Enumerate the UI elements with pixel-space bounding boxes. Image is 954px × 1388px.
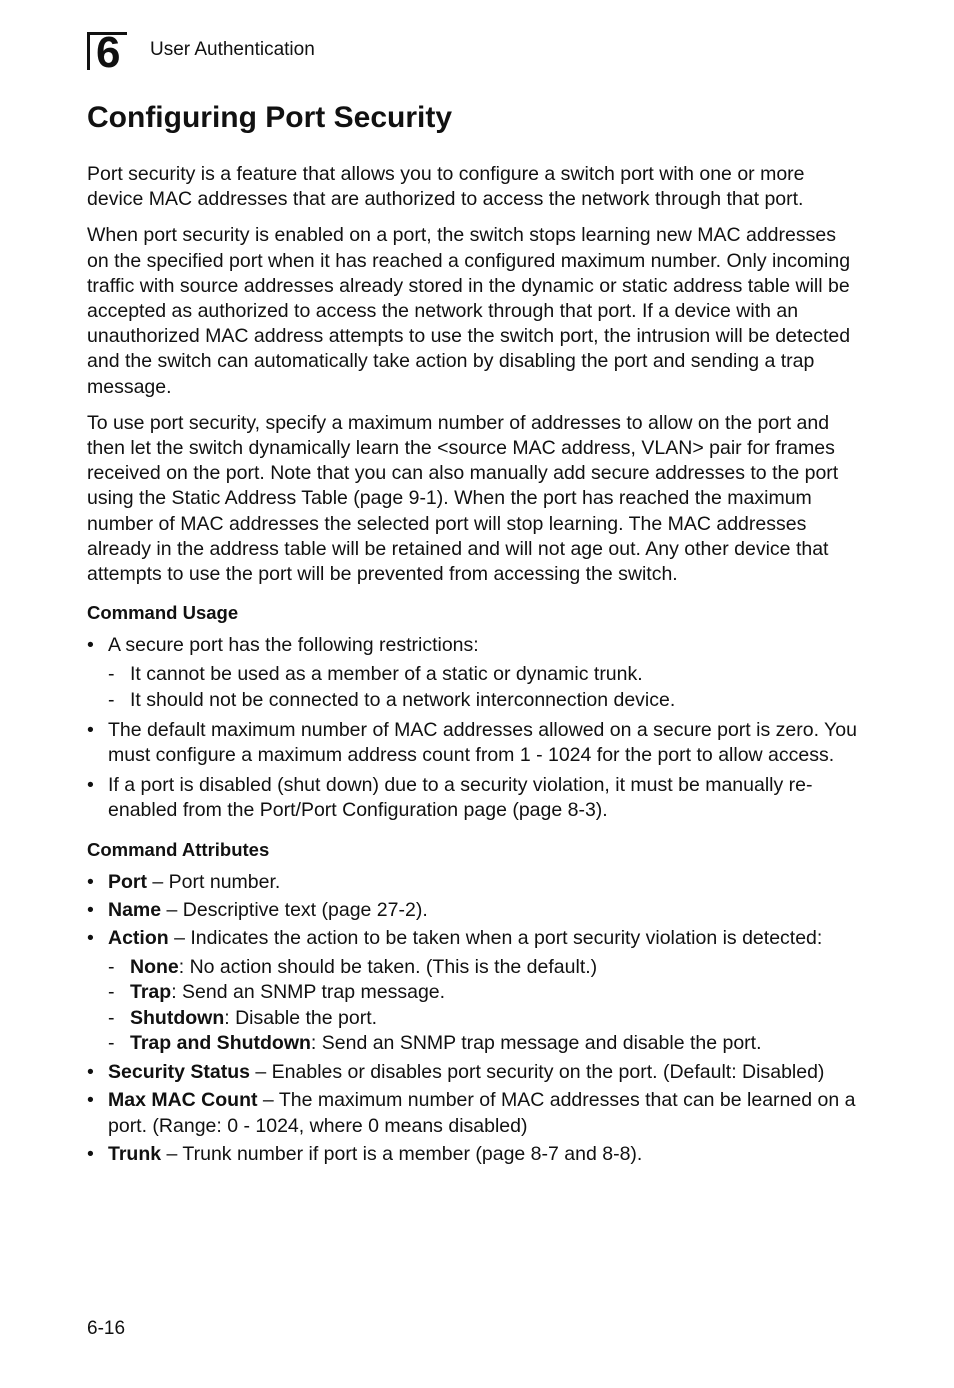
list-item	[87, 898, 857, 923]
option-term: Trap	[130, 981, 172, 1004]
list-item	[108, 955, 857, 980]
list-item	[108, 1031, 857, 1056]
usage-paragraph: To use port security, specify a maximum number of addresses to allow on the port and then let the switch dynamically learn the <source MAC address, VLAN> pair for frames received on the port. Note that you can also manually add secure addresses to the port using the Static Address Table (page 9-1). When the port has reached the maximum number of MAC addresses the selected port will stop learning. The MAC addresses already in the address table will be retained and will not age out. Any other device that attempts to use the port will be prevented from accessing the switch.	[87, 411, 839, 586]
dash-icon: -	[108, 956, 115, 979]
page-content	[87, 96, 857, 1170]
dash-icon: -	[108, 1031, 115, 1054]
list-item	[87, 1060, 857, 1085]
bullet-icon: •	[87, 1089, 94, 1112]
bullet-icon: •	[87, 898, 94, 921]
bullet-icon: •	[87, 774, 94, 797]
option-desc: : No action should be taken. (This is the default.)	[178, 956, 598, 979]
chapter-title: User Authentication	[150, 39, 315, 60]
attr-term: Action	[108, 927, 169, 950]
list-item	[87, 718, 857, 768]
command-usage-heading: Command Usage	[87, 602, 239, 624]
option-desc: : Send an SNMP trap message and disable the port.	[310, 1031, 762, 1054]
list-item	[87, 870, 857, 895]
section-title: Configuring Port Security	[87, 101, 453, 134]
attr-desc: – The maximum number of MAC addresses that can be learned on a port. (Range: 0 - 1024, where 0 means disabled)	[108, 1089, 856, 1137]
bullet-icon: •	[87, 1142, 94, 1165]
chapter-badge	[87, 28, 127, 77]
option-term: None	[130, 956, 179, 979]
bullet-icon: •	[87, 634, 94, 657]
details-paragraph: When port security is enabled on a port, the switch stops learning new MAC addresses on the specified port when it has reached a configured maximum number. Only incoming traffic with source addresses already stored in the dynamic or static address table will be accepted as authorized to access the network through that port. If a device with an unauthorized MAC address attempts to use the switch port, the intrusion will be detected and the switch can automatically take action by disabling the port and sending a trap message.	[87, 224, 851, 398]
list-item	[87, 926, 857, 1056]
option-desc: : Send an SNMP trap message.	[171, 981, 446, 1004]
restriction-list	[108, 662, 857, 712]
list-item	[87, 633, 857, 713]
list-item	[87, 773, 857, 823]
list-item	[108, 980, 857, 1005]
list-item	[108, 688, 857, 713]
attr-desc: – Port number.	[147, 870, 281, 893]
attr-desc: – Trunk number if port is a member (page 8-7 and 8-8).	[161, 1142, 643, 1165]
dash-icon: -	[108, 663, 115, 686]
option-term: Trap and Shutdown	[130, 1031, 311, 1054]
bullet-icon: •	[87, 870, 94, 893]
attr-desc: – Indicates the action to be taken when a port security violation is detected:	[168, 927, 823, 950]
dash-icon: -	[108, 688, 115, 711]
page-header	[87, 28, 887, 77]
chapter-number: 6	[96, 28, 121, 77]
usage-bullet-text: The default maximum number of MAC addresses allowed on a secure port is zero. You must configure a maximum address count from 1 - 1024 for the port to allow access.	[108, 718, 857, 767]
dash-icon: -	[108, 981, 115, 1004]
bullet-icon: •	[87, 927, 94, 950]
attr-term: Security Status	[108, 1061, 250, 1084]
list-item	[108, 662, 857, 687]
list-item	[87, 1088, 857, 1138]
usage-bullet-text: A secure port has the following restrictions:	[108, 634, 479, 657]
attr-desc: – Enables or disables port security on the port. (Default: Disabled)	[249, 1061, 825, 1084]
restriction-text: It cannot be used as a member of a static or dynamic trunk.	[130, 663, 643, 686]
attr-term: Port	[108, 870, 147, 893]
list-item	[87, 1142, 857, 1167]
dash-icon: -	[108, 1006, 115, 1029]
page-number: 6-16	[87, 1318, 126, 1339]
option-term: Shutdown	[130, 1006, 225, 1029]
bullet-icon: •	[87, 1061, 94, 1084]
action-options-list	[108, 955, 857, 1056]
command-attributes-list	[87, 870, 857, 1167]
option-desc: : Disable the port.	[224, 1006, 378, 1029]
command-usage-list	[87, 633, 857, 823]
attr-term: Trunk	[108, 1142, 162, 1165]
list-item	[108, 1006, 857, 1031]
intro-paragraph: Port security is a feature that allows you to configure a switch port with one or more device MAC addresses that are authorized to access the network through that port.	[87, 163, 805, 211]
restriction-text: It should not be connected to a network interconnection device.	[130, 688, 676, 711]
attr-term: Max MAC Count	[108, 1089, 258, 1112]
bullet-icon: •	[87, 718, 94, 741]
attr-desc: – Descriptive text (page 27-2).	[161, 898, 428, 921]
command-attributes-heading: Command Attributes	[87, 838, 270, 860]
usage-bullet-text: If a port is disabled (shut down) due to a security violation, it must be manually re-enabled from the Port/Port Configuration page (page 8-3).	[108, 774, 813, 822]
attr-term: Name	[108, 898, 162, 921]
